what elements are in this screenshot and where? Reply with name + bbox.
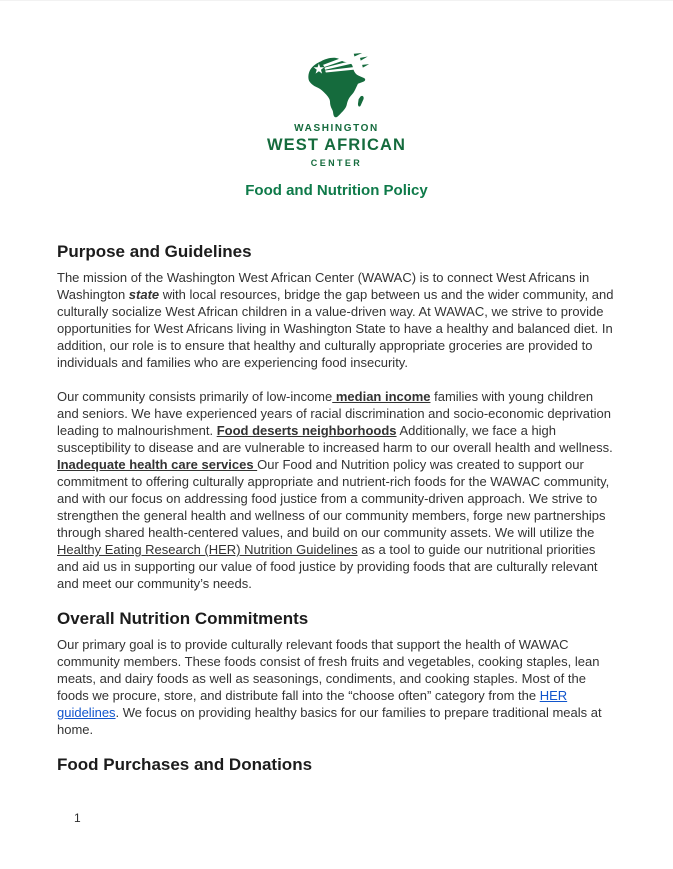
text-run: Our Food and Nutrition policy was created to support our commitment to offering culturally appropriate and nutrient-rich foods for the WAWAC community, and with our focus on addressing food justice from a community-driven approach. We strive to strengthen the general health and wellness of our community members, forge new partnerships through shared health-centered values, and build on our community assets. We will utilize the	[57, 457, 610, 540]
paragraph	[57, 636, 617, 738]
text-run: families with young children and seniors. We have experienced years of racial discrimination and socio-economic deprivation leading to malnourishment.	[57, 389, 611, 438]
page-number: 1	[74, 811, 81, 825]
text-run: with local resources, bridge the gap between us and the wider community, and culturally socialize West African children in a value-driven way. At WAWAC, we strive to provide opportunities for West Africans living in Washington State to have a healthy and balanced diet. In addition, our role is to ensure that healthy and culturally appropriate groceries are provided to individuals and families who are experiencing food insecurity.	[57, 287, 614, 370]
paragraph	[57, 269, 617, 371]
org-name-west-african: WEST AFRICAN	[266, 136, 407, 154]
text-run: Our community consists primarily of low-income	[57, 389, 333, 404]
emphasized-text-run: Food deserts neighborhoods	[216, 423, 397, 438]
text-run: The mission of the Washington West African Center (WAWAC) is to connect West Africans in Washington	[57, 270, 590, 302]
section-heading: Overall Nutrition Commitments	[57, 609, 309, 628]
emphasized-text-run: Healthy Eating Research (HER) Nutrition Guidelines	[57, 542, 358, 557]
emphasized-text-run: median income	[332, 389, 431, 404]
logo-block	[0, 1, 673, 199]
document-title: Food and Nutrition Policy	[245, 182, 428, 199]
africa-map-logo-icon	[302, 53, 372, 120]
text-run: Additionally, we face a high susceptibility to disease and are vulnerable to increased harm to our overall health and wellness.	[57, 423, 613, 455]
org-name-center: CENTER	[310, 158, 363, 168]
paragraph	[57, 388, 617, 592]
text-run: Our primary goal is to provide culturally relevant foods that support the health of WAWAC community members. These foods consist of fresh fruits and vegetables, cooking staples, lean meats, and dairy foods as well as seasonings, condiments, and cooking staples. Most of the foods we procure, store, and distribute fall into the “choose often” category from the	[57, 637, 600, 703]
section-heading: Purpose and Guidelines	[57, 242, 252, 261]
text-run: . We focus on providing healthy basics for our families to prepare traditional meals at home.	[57, 705, 602, 737]
org-name-washington: WASHINGTON	[294, 123, 379, 134]
emphasized-text-run: state	[128, 287, 160, 302]
text-run: as a tool to guide our nutritional priorities and aid us in supporting our value of food justice by providing foods that are culturally relevant and meet our community’s needs.	[57, 542, 598, 591]
document-body	[57, 242, 617, 782]
her-guidelines-link[interactable]: HER guidelines	[57, 688, 568, 720]
section-heading: Food Purchases and Donations	[57, 755, 313, 774]
emphasized-text-run: Inadequate health care services	[57, 457, 258, 472]
